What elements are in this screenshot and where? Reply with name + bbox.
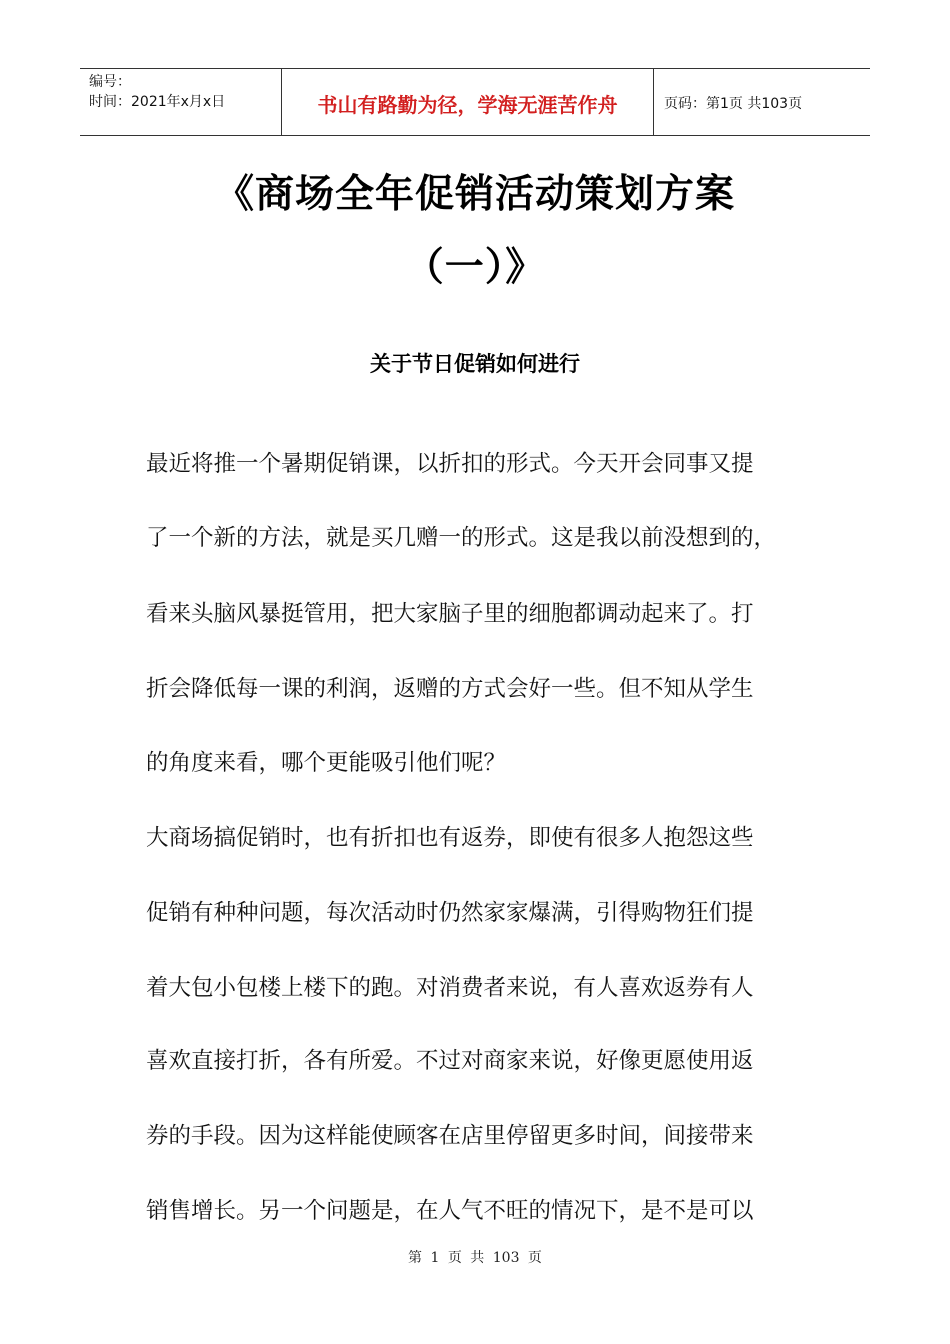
header-page-cell — [654, 69, 870, 135]
motto-text: 书山有路勤为径，学海无涯苦作舟 — [317, 92, 618, 117]
body-line: 大商场搞促销时，也有折扣也有返券，即使有很多人抱怨这些 — [146, 825, 754, 851]
section-subtitle: 关于节日促销如何进行 — [370, 352, 580, 376]
time-label: 时间：2021年x月x日 — [89, 94, 226, 110]
body-line: 促销有种种问题，每次活动时仍然家家爆满，引得购物狂们提 — [146, 900, 754, 926]
body-line: 着大包小包楼上楼下的跑。对消费者来说，有人喜欢返券有人 — [146, 975, 754, 1001]
document-title-line-2: （一）》 — [404, 245, 546, 290]
body-line: 看来头脑风暴挺管用，把大家脑子里的细胞都调动起来了。打 — [146, 601, 754, 627]
body-line: 喜欢直接打折，各有所爱。不过对商家来说，好像更愿使用返 — [146, 1048, 754, 1074]
body-line: 最近将推一个暑期促销课，以折扣的形式。今天开会同事又提 — [146, 451, 754, 477]
page-info: 页码：第1页 共103页 — [664, 96, 803, 112]
header-meta-cell — [80, 69, 282, 135]
body-line: 了一个新的方法，就是买几赠一的形式。这是我以前没想到的， — [146, 525, 777, 551]
body-line: 券的手段。因为这样能使顾客在店里停留更多时间，间接带来 — [146, 1123, 754, 1149]
header-motto-cell — [282, 69, 654, 135]
body-line: 折会降低每一课的利润，返赠的方式会好一些。但不知从学生 — [146, 676, 754, 702]
body-line: 的角度来看，哪个更能吸引他们呢？ — [146, 750, 507, 776]
page-footer: 第 1 页 共 103 页 — [408, 1250, 542, 1266]
header-table — [80, 68, 870, 136]
body-line: 销售增长。另一个问题是，在人气不旺的情况下，是不是可以 — [146, 1198, 754, 1224]
number-label: 编号： — [89, 74, 131, 90]
document-title-line-1: 《商场全年促销活动策划方案 — [214, 172, 735, 217]
